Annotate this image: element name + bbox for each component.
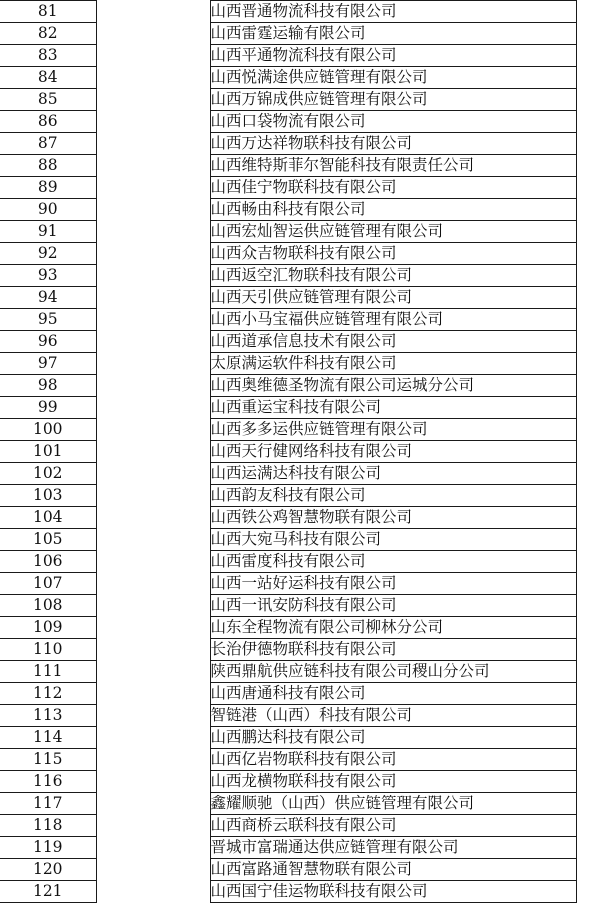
row-number: 93 — [0, 265, 96, 287]
table-row — [0, 397, 576, 419]
row-number: 96 — [0, 331, 96, 353]
row-number: 103 — [0, 485, 96, 507]
row-number: 90 — [0, 199, 96, 221]
row-number: 86 — [0, 111, 96, 133]
company-name: 山西鹏达科技有限公司 — [210, 727, 576, 749]
table-row — [0, 89, 576, 111]
table-row — [0, 793, 576, 815]
table-row — [0, 353, 576, 375]
row-number: 106 — [0, 551, 96, 573]
row-number: 89 — [0, 177, 96, 199]
company-name: 陕西鼎航供应链科技有限公司稷山分公司 — [210, 661, 576, 683]
company-name: 山西口袋物流有限公司 — [210, 111, 576, 133]
company-name: 山西大宛马科技有限公司 — [210, 529, 576, 551]
company-name: 山西维特斯菲尔智能科技有限责任公司 — [210, 155, 576, 177]
company-name: 晋城市富瑞通达供应链管理有限公司 — [210, 837, 576, 859]
company-name: 山西畅由科技有限公司 — [210, 199, 576, 221]
table-row — [0, 749, 576, 771]
table-row — [0, 595, 576, 617]
table-row — [0, 661, 576, 683]
row-number: 112 — [0, 683, 96, 705]
company-name: 山东全程物流有限公司柳林分公司 — [210, 617, 576, 639]
company-name: 山西万锦成供应链管理有限公司 — [210, 89, 576, 111]
company-name: 山西平通物流科技有限公司 — [210, 45, 576, 67]
company-name: 山西韵友科技有限公司 — [210, 485, 576, 507]
row-number: 105 — [0, 529, 96, 551]
row-number: 88 — [0, 155, 96, 177]
row-number: 81 — [0, 1, 96, 23]
table-row — [0, 507, 576, 529]
company-name: 山西运满达科技有限公司 — [210, 463, 576, 485]
row-number: 98 — [0, 375, 96, 397]
table-row — [0, 837, 576, 859]
table-row — [0, 463, 576, 485]
company-name: 山西小马宝福供应链管理有限公司 — [210, 309, 576, 331]
company-name: 山西雷霆运输有限公司 — [210, 23, 576, 45]
table-row — [0, 639, 576, 661]
company-list-body — [0, 1, 576, 903]
table-row — [0, 881, 576, 903]
table-row — [0, 177, 576, 199]
company-name: 山西铁公鸡智慧物联有限公司 — [210, 507, 576, 529]
row-number: 100 — [0, 419, 96, 441]
row-number: 120 — [0, 859, 96, 881]
row-number: 87 — [0, 133, 96, 155]
row-number: 115 — [0, 749, 96, 771]
row-number: 119 — [0, 837, 96, 859]
row-number: 99 — [0, 397, 96, 419]
table-row — [0, 1, 576, 23]
row-number: 116 — [0, 771, 96, 793]
row-number: 84 — [0, 67, 96, 89]
table-row — [0, 111, 576, 133]
company-name: 山西商桥云联科技有限公司 — [210, 815, 576, 837]
table-row — [0, 375, 576, 397]
table-row — [0, 617, 576, 639]
company-name: 山西天行健网络科技有限公司 — [210, 441, 576, 463]
table-row — [0, 155, 576, 177]
row-number: 107 — [0, 573, 96, 595]
table-row — [0, 23, 576, 45]
company-name: 山西天引供应链管理有限公司 — [210, 287, 576, 309]
company-name: 山西雷度科技有限公司 — [210, 551, 576, 573]
company-name: 山西众吉物联科技有限公司 — [210, 243, 576, 265]
company-name: 山西晋通物流科技有限公司 — [210, 1, 576, 23]
row-number: 95 — [0, 309, 96, 331]
table-row — [0, 705, 576, 727]
table-row — [0, 243, 576, 265]
company-name: 鑫耀顺驰（山西）供应链管理有限公司 — [210, 793, 576, 815]
table-row — [0, 683, 576, 705]
company-name: 山西返空汇物联科技有限公司 — [210, 265, 576, 287]
row-number: 82 — [0, 23, 96, 45]
row-number: 111 — [0, 661, 96, 683]
company-name: 山西悦满途供应链管理有限公司 — [210, 67, 576, 89]
table-row — [0, 771, 576, 793]
row-number: 109 — [0, 617, 96, 639]
company-name: 山西奥维德圣物流有限公司运城分公司 — [210, 375, 576, 397]
company-name: 山西一讯安防科技有限公司 — [210, 595, 576, 617]
company-name: 山西亿岩物联科技有限公司 — [210, 749, 576, 771]
company-name: 山西万达祥物联科技有限公司 — [210, 133, 576, 155]
row-number: 83 — [0, 45, 96, 67]
company-name: 山西佳宁物联科技有限公司 — [210, 177, 576, 199]
row-number: 97 — [0, 353, 96, 375]
table-row — [0, 859, 576, 881]
company-name: 山西国宁佳运物联科技有限公司 — [210, 881, 576, 903]
table-row — [0, 331, 576, 353]
company-name: 山西龙横物联科技有限公司 — [210, 771, 576, 793]
table-row — [0, 199, 576, 221]
company-name: 山西一站好运科技有限公司 — [210, 573, 576, 595]
table-row — [0, 727, 576, 749]
company-name: 山西道承信息技术有限公司 — [210, 331, 576, 353]
table-row — [0, 287, 576, 309]
table-row — [0, 441, 576, 463]
table-row — [0, 221, 576, 243]
table-row — [0, 133, 576, 155]
company-name: 山西多多运供应链管理有限公司 — [210, 419, 576, 441]
row-number: 91 — [0, 221, 96, 243]
table-row — [0, 529, 576, 551]
table-row — [0, 551, 576, 573]
row-number: 94 — [0, 287, 96, 309]
row-number: 110 — [0, 639, 96, 661]
company-name: 山西重运宝科技有限公司 — [210, 397, 576, 419]
row-number: 101 — [0, 441, 96, 463]
company-name: 山西宏灿智运供应链管理有限公司 — [210, 221, 576, 243]
company-name: 山西富路通智慧物联有限公司 — [210, 859, 576, 881]
row-number: 92 — [0, 243, 96, 265]
row-number: 113 — [0, 705, 96, 727]
company-name: 太原满运软件科技有限公司 — [210, 353, 576, 375]
company-name: 长治伊德物联科技有限公司 — [210, 639, 576, 661]
table-row — [0, 573, 576, 595]
company-name: 山西唐通科技有限公司 — [210, 683, 576, 705]
table-row — [0, 265, 576, 287]
row-number: 85 — [0, 89, 96, 111]
row-number: 114 — [0, 727, 96, 749]
table-row — [0, 815, 576, 837]
table-row — [0, 67, 576, 89]
company-name: 智链港（山西）科技有限公司 — [210, 705, 576, 727]
row-number: 108 — [0, 595, 96, 617]
row-number: 117 — [0, 793, 96, 815]
row-number: 102 — [0, 463, 96, 485]
merged-blank-column — [96, 1, 210, 903]
table-row — [0, 309, 576, 331]
table-row — [0, 485, 576, 507]
row-number: 121 — [0, 881, 96, 903]
row-number: 104 — [0, 507, 96, 529]
table-row — [0, 45, 576, 67]
row-number: 118 — [0, 815, 96, 837]
table-row — [0, 419, 576, 441]
